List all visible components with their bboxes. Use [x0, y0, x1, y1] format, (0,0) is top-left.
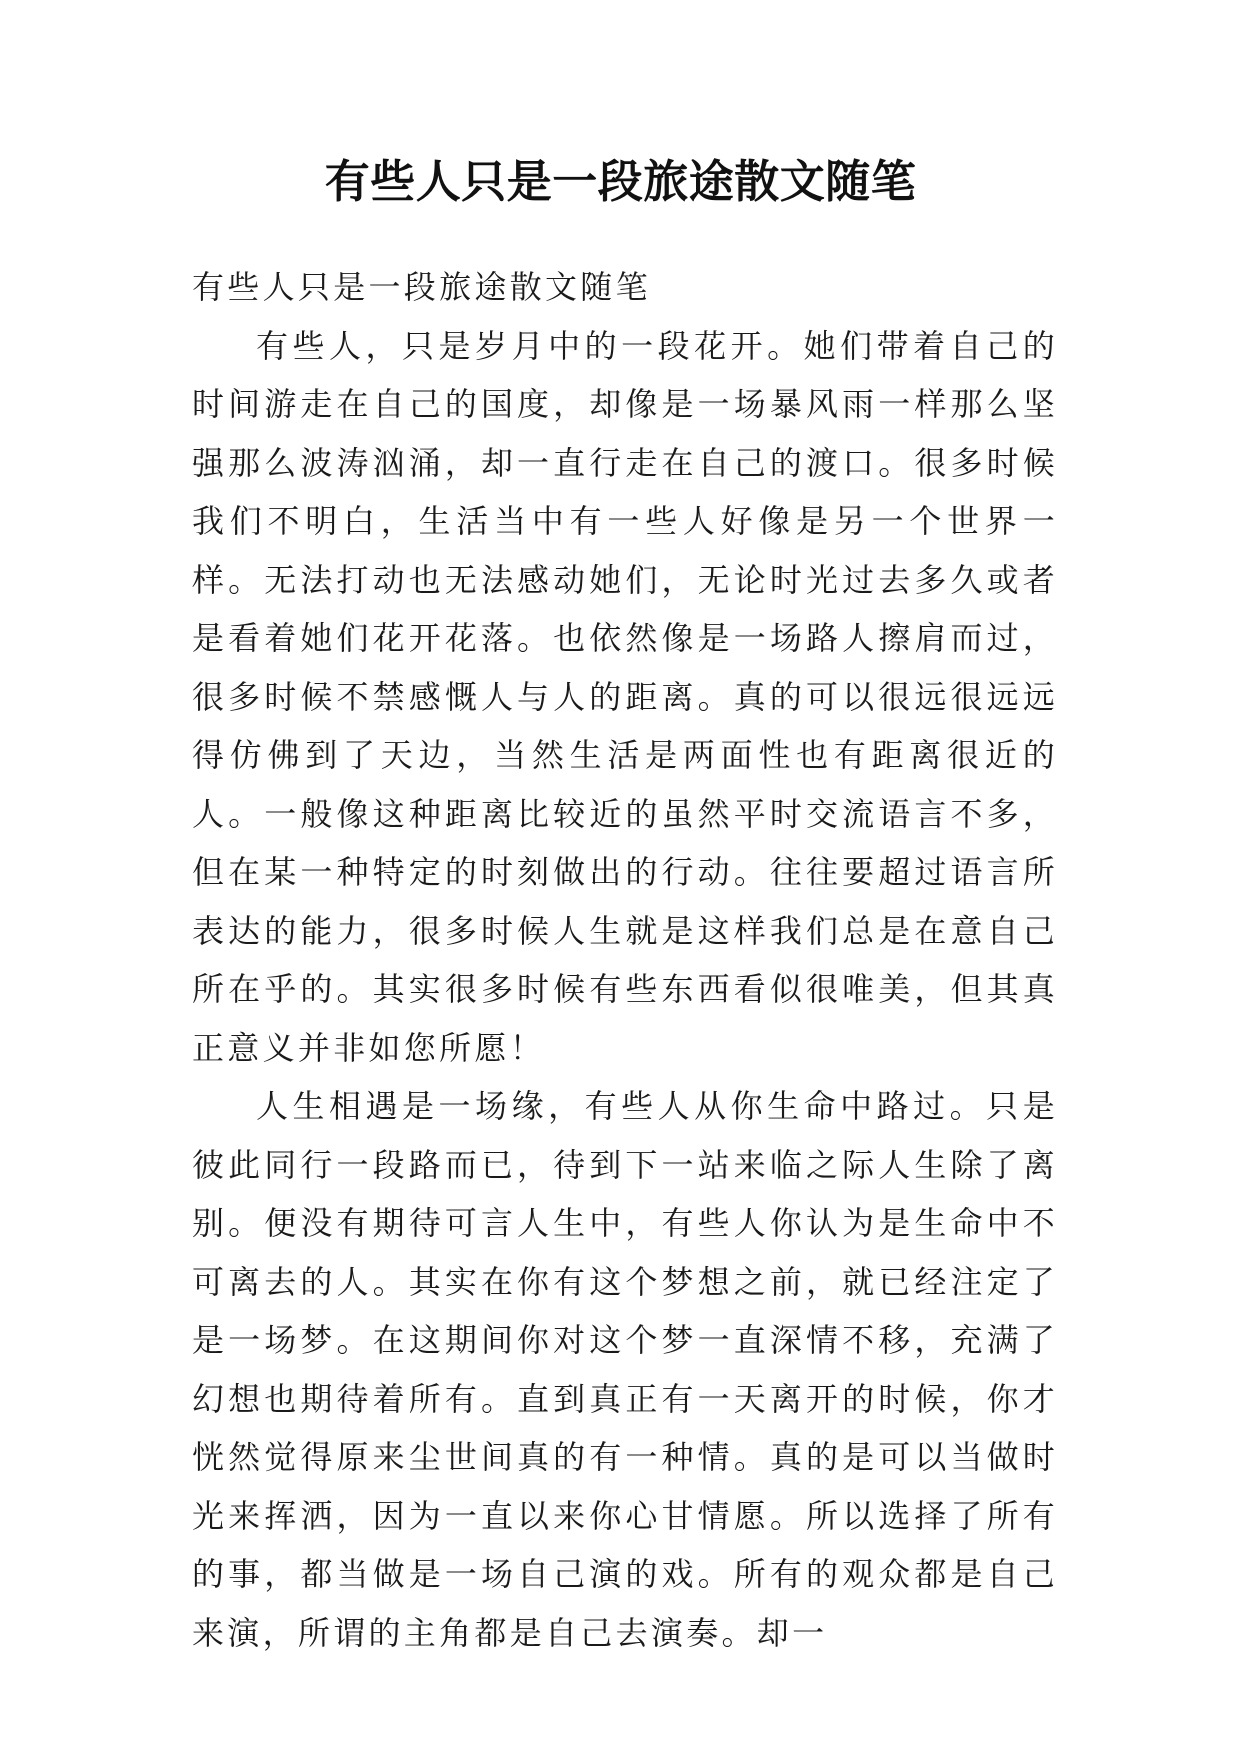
document-subtitle: 有些人只是一段旅途散文随笔	[192, 268, 651, 306]
document-body	[192, 258, 1058, 1662]
paragraph: 有些人，只是岁月中的一段花开。她们带着自己的时间游走在自己的国度，却像是一场暴风雨一样那么坚强那么波涛汹涌，却一直行走在自己的渡口。很多时候我们不明白，生活当中有一些人好像是另一个世界一样。无法打动也无法感动她们，无论时光过去多久或者是看着她们花开花落。也依然像是一场路人擦肩而过，很多时候不禁感慨人与人的距离。真的可以很远很远远得仿佛到了天边，当然生活是两面性也有距离很近的人。一般像这种距离比较近的虽然平时交流语言不多，但在某一种特定的时刻做出的行动。往往要超过语言所表达的能力，很多时候人生就是这样我们总是在意自己所在乎的。其实很多时候有些东西看似很唯美，但其真正意义并非如您所愿！	[192, 326, 1058, 1067]
paragraph: 人生相遇是一场缘，有些人从你生命中路过。只是彼此同行一段路而已，待到下一站来临之际人生除了离别。便没有期待可言人生中，有些人你认为是生命中不可离去的人。其实在你有这个梦想之前，就已经注定了是一场梦。在这期间你对这个梦一直深情不移，充满了幻想也期待着所有。直到真正有一天离开的时候，你才恍然觉得原来尘世间真的有一种情。真的是可以当做时光来挥洒，因为一直以来你心甘情愿。所以选择了所有的事，都当做是一场自己演的戏。所有的观众都是自己来演，所谓的主角都是自己去演奏。却一	[192, 1087, 1058, 1652]
document-title: 有些人只是一段旅途散文随笔	[324, 155, 917, 208]
